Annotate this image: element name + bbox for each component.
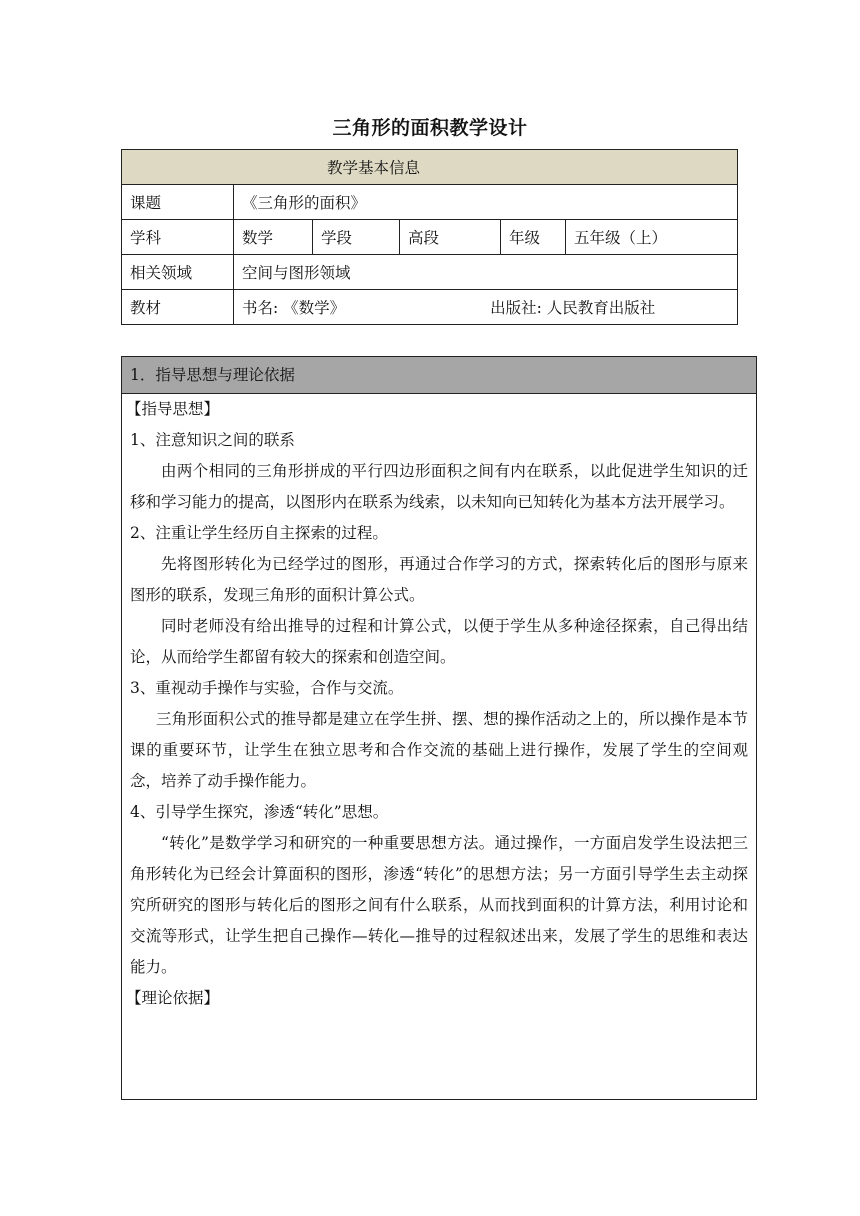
subject-label: 学科: [122, 220, 234, 255]
point-2-title: 2、注重让学生经历自主探索的过程。: [130, 524, 388, 542]
guiding-ideas-section: [121, 356, 757, 1100]
topic-value: 《三角形的面积》: [234, 185, 738, 220]
stage-value: 高段: [400, 220, 501, 255]
point-3-title: 3、重视动手操作与实验，合作与交流。: [130, 679, 404, 697]
textbook-value: [234, 290, 738, 325]
basic-info-table: [121, 149, 738, 325]
subheading-theoretical-basis: 【理论依据】: [126, 989, 220, 1007]
section-body: [122, 394, 756, 1014]
textbook-name: 书名: 《数学》: [242, 299, 346, 317]
table-row: [122, 255, 738, 290]
grade-label: 年级: [501, 220, 566, 255]
table-row: [122, 185, 738, 220]
point-4-body: “转化”是数学学习和研究的一种重要思想方法。通过操作，一方面启发学生设法把三角形转化为已经会计算面积的图形，渗透“转化”的思想方法；另一方面引导学生去主动探究所研究的图形与转化后的图形之间有什么联系，从而找到面积的计算方法，利用讨论和交流等形式，让学生把自己操作—转化—推导的过程叙述出来，发展了学生的思维和表达能力。: [130, 834, 748, 976]
point-1-title: 1、注意知识之间的联系: [130, 431, 295, 449]
point-1-body: 由两个相同的三角形拼成的平行四边形面积之间有内在联系，以此促进学生知识的迁移和学习能力的提高，以图形内在联系为线索，以未知向已知转化为基本方法开展学习。: [130, 462, 748, 511]
document-title: 三角形的面积教学设计: [332, 117, 528, 139]
topic-label: 课题: [122, 185, 234, 220]
stage-label: 学段: [313, 220, 400, 255]
info-table-header: 教学基本信息: [122, 150, 738, 185]
point-4-title: 4、引导学生探究，渗透“转化”思想。: [130, 803, 389, 821]
field-label: 相关领域: [122, 255, 234, 290]
table-row: [122, 220, 738, 255]
point-2-body-2: 同时老师没有给出推导的过程和计算公式，以便于学生从多种途径探索，自己得出结论，从而给学生都留有较大的探索和创造空间。: [130, 617, 748, 666]
point-3-body: 三角形面积公式的推导都是建立在学生拼、摆、想的操作活动之上的，所以操作是本节课的重要环节，让学生在独立思考和合作交流的基础上进行操作，发展了学生的空间观念，培养了动手操作能力。: [130, 710, 748, 790]
subject-value: 数学: [234, 220, 313, 255]
table-row: [122, 290, 738, 325]
subheading-guiding-ideas: 【指导思想】: [126, 400, 220, 418]
point-2-body-1: 先将图形转化为已经学过的图形，再通过合作学习的方式，探索转化后的图形与原来图形的联系，发现三角形的面积计算公式。: [130, 555, 748, 604]
textbook-label: 教材: [122, 290, 234, 325]
grade-value: 五年级（上）: [566, 220, 738, 255]
table-row: [122, 150, 738, 185]
field-value: 空间与图形领域: [234, 255, 738, 290]
section-header: 1．指导思想与理论依据: [122, 357, 756, 394]
textbook-publisher: 出版社: 人民教育出版社: [490, 299, 656, 317]
